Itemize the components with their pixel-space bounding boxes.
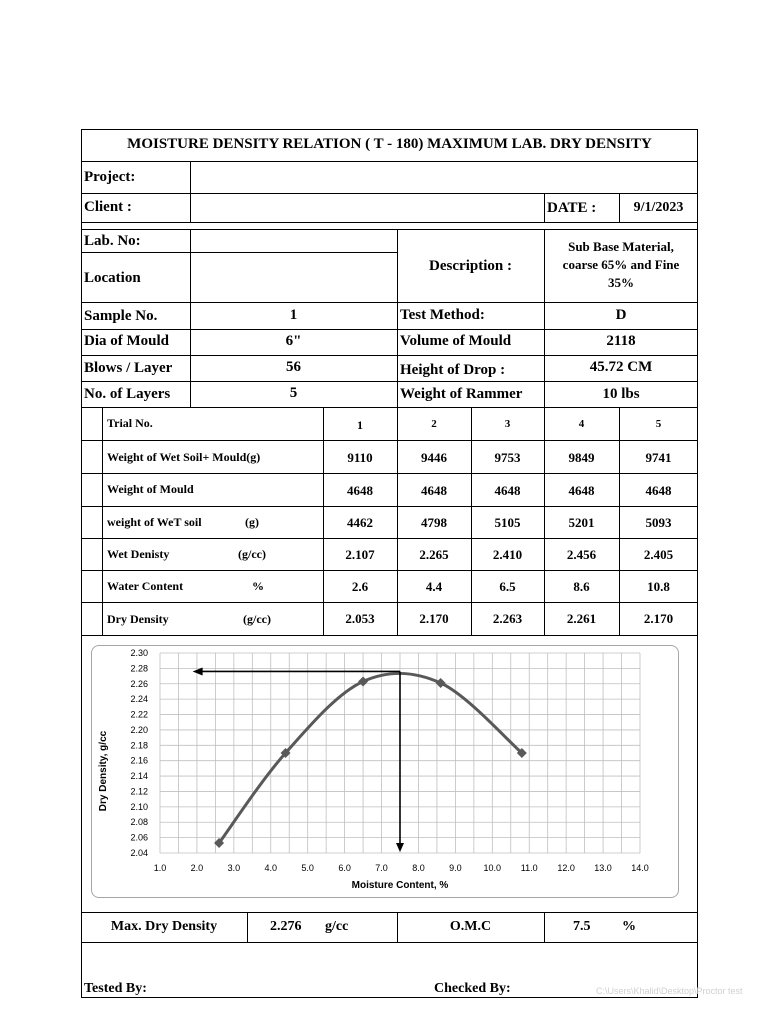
- description-label: Description :: [429, 258, 512, 274]
- max-dry-density-value: 2.276: [270, 919, 302, 934]
- no-of-layers-label: No. of Layers: [84, 386, 171, 402]
- row-label-water-content: Water Content: [107, 579, 184, 593]
- y-tick-label: 2.04: [130, 848, 148, 858]
- x-tick-label: 4.0: [264, 863, 278, 873]
- table-cell: 4648: [645, 483, 672, 498]
- x-tick-label: 12.0: [557, 863, 575, 873]
- no-of-layers-value: 5: [289, 385, 298, 401]
- y-axis-title: Dry Density, g/cc: [98, 730, 109, 812]
- sample-no-value: 1: [289, 307, 298, 323]
- x-tick-label: 6.0: [338, 863, 351, 873]
- table-cell: 9741: [645, 450, 672, 465]
- row-unit: (g/cc): [243, 612, 271, 626]
- trial-number: 3: [504, 418, 511, 430]
- table-cell: 5201: [568, 515, 595, 530]
- y-tick-label: 2.14: [130, 771, 148, 782]
- x-tick-label: 7.0: [375, 863, 388, 873]
- weight-of-rammer-label: Weight of Rammer: [400, 386, 523, 402]
- volume-of-mould-label: Volume of Mould: [400, 333, 512, 349]
- y-tick-label: 2.22: [130, 709, 148, 720]
- x-tick-label: 14.0: [631, 863, 649, 873]
- table-cell: 5105: [494, 515, 521, 530]
- file-path-footer: C:\Users\Khalid\Desktop\Proctor test: [596, 986, 743, 996]
- table-cell: 4648: [494, 483, 521, 498]
- sample-no-label: Sample No.: [84, 308, 158, 324]
- description-value: Sub Base Material, coarse 65% and Fine 35%: [562, 239, 680, 290]
- tested-by-label: Tested By:: [84, 981, 147, 996]
- table-cell: 4648: [568, 483, 595, 498]
- row-unit: (g): [245, 515, 259, 529]
- table-cell: 9849: [568, 450, 595, 465]
- page-title: MOISTURE DENSITY RELATION ( T - 180) MAXIMUM LAB. DRY DENSITY: [127, 136, 652, 152]
- y-tick-label: 2.30: [130, 648, 148, 658]
- max-dry-density-label: Max. Dry Density: [110, 919, 218, 934]
- row-label-wet-density: Wet Denisty: [107, 547, 170, 561]
- table-cell: 5093: [645, 515, 672, 530]
- table-cell: 2.263: [492, 611, 523, 626]
- table-cell: 10.8: [647, 579, 670, 594]
- date-value: 9/1/2023: [633, 200, 684, 215]
- trial-number: 5: [655, 418, 662, 430]
- table-cell: 2.410: [492, 547, 523, 562]
- trial-number: 2: [431, 418, 437, 430]
- row-label-weight-of-mould: Weight of Mould: [107, 482, 194, 496]
- height-of-drop-label: Height of Drop :: [400, 362, 506, 378]
- x-tick-label: 5.0: [301, 863, 314, 873]
- table-cell: 6.5: [499, 579, 516, 594]
- row-unit: %: [252, 579, 264, 593]
- y-tick-label: 2.06: [130, 832, 148, 843]
- table-cell: 2.405: [643, 547, 674, 562]
- lab-no-label: Lab. No:: [84, 233, 141, 249]
- y-tick-label: 2.24: [130, 694, 148, 705]
- x-tick-label: 1.0: [153, 863, 167, 873]
- data-point: [358, 676, 368, 686]
- volume-of-mould-value: 2118: [606, 333, 636, 349]
- blows-per-layer-value: 56: [286, 359, 301, 375]
- omc-label: O.M.C: [449, 919, 492, 934]
- table-cell: 4.4: [425, 579, 443, 594]
- table-cell: 4648: [347, 483, 373, 498]
- y-tick-label: 2.26: [130, 678, 148, 689]
- omc-arrowhead: [396, 843, 404, 852]
- table-cell: 9110: [347, 450, 373, 465]
- table-cell: 2.170: [419, 611, 449, 626]
- table-cell: 2.107: [345, 547, 375, 562]
- weight-of-rammer-value: 10 lbs: [602, 386, 640, 402]
- location-label: Location: [84, 270, 141, 286]
- table-cell: 2.6: [351, 579, 369, 594]
- height-of-drop-value: 45.72 CM: [589, 359, 653, 375]
- table-cell: 2.170: [643, 611, 674, 626]
- y-tick-label: 2.12: [130, 786, 148, 797]
- y-tick-label: 2.18: [130, 740, 148, 751]
- table-cell: 9446: [421, 450, 447, 465]
- blows-per-layer-label: Blows / Layer: [84, 360, 173, 376]
- table-cell: 2.265: [419, 547, 449, 562]
- x-tick-label: 10.0: [483, 863, 502, 873]
- omc-unit: %: [622, 919, 636, 934]
- dia-of-mould-label: Dia of Mould: [84, 333, 170, 349]
- table-cell: 2.456: [566, 547, 597, 562]
- max-dry-density-unit: g/cc: [325, 919, 349, 934]
- x-tick-label: 2.0: [190, 863, 204, 873]
- table-cell: 2.053: [345, 611, 375, 626]
- y-tick-label: 2.20: [130, 724, 148, 735]
- client-label: Client :: [84, 199, 132, 215]
- x-tick-label: 9.0: [449, 863, 462, 873]
- trial-number: 1: [357, 418, 363, 432]
- x-tick-label: 13.0: [594, 863, 612, 873]
- trial-no-label: Trial No.: [107, 416, 153, 430]
- y-tick-label: 2.08: [130, 817, 148, 828]
- omc-value: 7.5: [573, 919, 591, 934]
- project-label: Project:: [84, 169, 136, 185]
- y-tick-label: 2.16: [130, 755, 148, 766]
- row-label-wet-soil-mould: Weight of Wet Soil+ Mould(g): [107, 450, 261, 464]
- x-tick-label: 11.0: [520, 863, 538, 873]
- y-tick-label: 2.10: [130, 801, 148, 812]
- table-cell: 4462: [347, 515, 373, 530]
- y-tick-label: 2.28: [130, 663, 148, 674]
- test-method-label: Test Method:: [400, 307, 485, 323]
- test-method-value: D: [615, 307, 627, 323]
- table-cell: 4648: [421, 483, 447, 498]
- row-unit: (g/cc): [238, 547, 266, 561]
- table-cell: 4798: [421, 515, 447, 530]
- date-label: DATE :: [547, 200, 597, 216]
- x-tick-label: 8.0: [412, 863, 425, 873]
- table-cell: 2.261: [566, 611, 597, 626]
- dia-of-mould-value: 6": [285, 333, 302, 349]
- x-tick-label: 3.0: [227, 863, 241, 873]
- row-label-weight-of-wet-soil: weight of WeT soil: [107, 515, 202, 529]
- trial-number: 4: [578, 418, 585, 430]
- x-axis-title: Moisture Content, %: [351, 880, 449, 891]
- row-label-dry-density: Dry Density: [107, 612, 169, 626]
- table-cell: 8.6: [573, 579, 590, 594]
- checked-by-label: Checked By:: [434, 981, 511, 996]
- table-cell: 9753: [494, 450, 521, 465]
